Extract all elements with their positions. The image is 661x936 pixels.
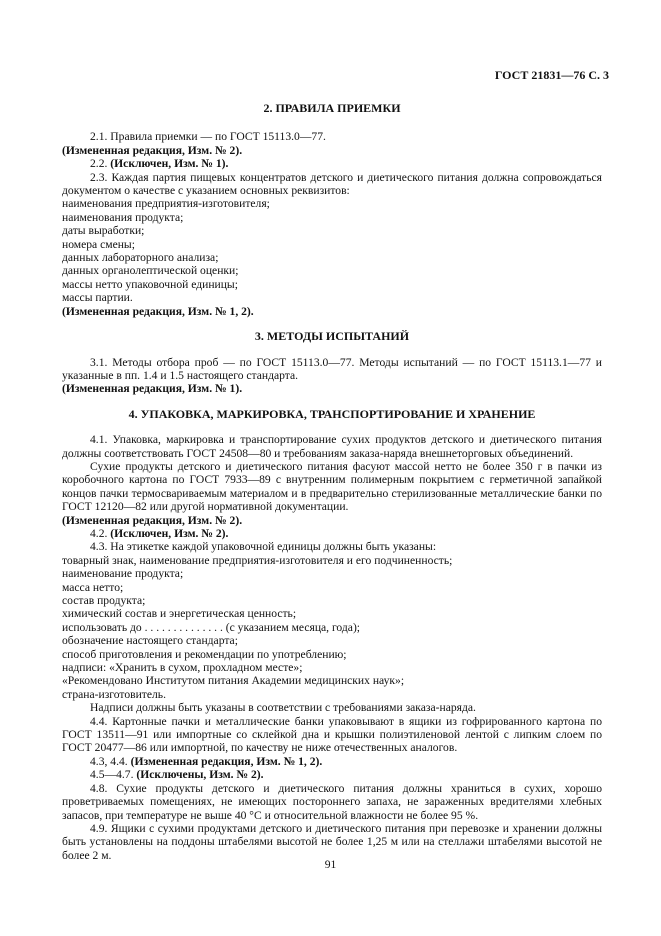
clause-2-2-number: 2.2. <box>90 157 108 171</box>
clause-4-1-continued: Сухие продукты детского и диетического питания фасуют массой нетто не более 350 г в пачки из коробочного картона по ГОСТ 7933—89 с внутренним полимерным покрытием с герметичной запайкой концов пачки термосвариваемым материалом и в предварительно стерилизованные металлические банки по ГОСТ 12120—82 или другой нормативной документации. <box>62 459 602 514</box>
list-item: химический состав и энергетическая ценность; <box>62 607 297 621</box>
list-item: состав продукта; <box>62 594 146 607</box>
clause-4-3-4-4-note <box>62 755 602 768</box>
section-2-note: (Измененная редакция, Изм. № 1, 2). <box>62 304 254 318</box>
running-header: ГОСТ 21831—76 С. 3 <box>494 68 609 82</box>
clause-4-5-4-7 <box>62 768 602 781</box>
list-item: товарный знак, наименование предприятия-изготовителя и его подчиненность; <box>62 553 453 567</box>
clause-4-5-4-7-number: 4.5—4.7. <box>90 768 134 782</box>
clause-4-8: 4.8. Сухие продукты детского и диетического питания должны храниться в сухих, хорошо проветриваемых помещениях, не имеющих постороннего запаха, не зараженных вредителями хлебных запасов, при температуре не выше 40 °С и относительной влажности не более 95 %. <box>62 781 602 822</box>
list-item: обозначение настоящего стандарта; <box>62 634 238 648</box>
list-item: надписи: «Хранить в сухом, прохладном месте»; <box>62 661 303 675</box>
clause-4-3: 4.3. На этикетке каждой упаковочной единицы должны быть указаны: <box>90 540 437 554</box>
clause-4-2 <box>62 527 602 540</box>
list-item: страна-изготовитель. <box>62 687 166 701</box>
clause-4-5-4-7-text: (Исключены, Изм. № 2). <box>136 768 264 782</box>
clause-4-3-4-4-number: 4.3, 4.4. <box>90 754 128 768</box>
list-item: массы нетто упаковочной единицы; <box>62 277 238 291</box>
section-3-note: (Измененная редакция, Изм. № 1). <box>62 382 243 396</box>
clause-4-3-continued: Надписи должны быть указаны в соответствии с требованиями заказа-наряда. <box>90 701 476 715</box>
section-2-heading: 2. ПРАВИЛА ПРИЕМКИ <box>263 101 401 115</box>
list-item: даты выработки; <box>62 224 145 238</box>
clause-4-2-number: 4.2. <box>90 526 108 540</box>
clause-2-2 <box>62 157 602 170</box>
clause-2-2-text: (Исключен, Изм. № 1). <box>110 157 229 171</box>
clause-2-3: 2.3. Каждая партия пищевых концентратов детского и диетического питания должна сопровождаться документом о качестве с указанием основных реквизитов: <box>62 170 602 198</box>
clause-4-1-note: (Измененная редакция, Изм. № 2). <box>62 513 243 527</box>
clause-4-1: 4.1. Упаковка, маркировка и транспортирование сухих продуктов детского и диетического питания должны соответствовать ГОСТ 24508—80 и требованиям заказа-наряда внешнеторговых объединений. <box>62 433 602 460</box>
clause-2-1: 2.1. Правила приемки — по ГОСТ 15113.0—77. <box>90 130 326 144</box>
list-item: способ приготовления и рекомендации по употреблению; <box>62 647 347 661</box>
list-item: «Рекомендовано Институтом питания Академии медицинских наук»; <box>62 674 405 688</box>
list-item: наименование продукта; <box>62 567 184 581</box>
clause-4-3-4-4-text: (Измененная редакция, Изм. № 1, 2). <box>130 754 323 768</box>
list-item: массы партии. <box>62 291 133 305</box>
clause-3-1: 3.1. Методы отбора проб — по ГОСТ 15113.0—77. Методы испытаний — по ГОСТ 15113.1—77 и указанные в пп. 1.4 и 1.5 настоящего стандарта. <box>62 355 602 382</box>
clause-2-1-note: (Измененная редакция, Изм. № 2). <box>62 143 243 157</box>
list-item: данных органолептической оценки; <box>62 264 239 278</box>
section-3-heading: 3. МЕТОДЫ ИСПЫТАНИЙ <box>254 329 410 344</box>
list-item: наименования продукта; <box>62 210 184 224</box>
list-item: данных лабораторного анализа; <box>62 251 219 265</box>
list-item: наименования предприятия-изготовителя; <box>62 197 270 211</box>
clause-4-9: 4.9. Ящики с сухими продуктами детского и диетического питания при перевозке и хранении должны быть установлены на поддоны штабелями высотой не более 1,25 м или на стеллажи штабелями высотой не более 2 м. <box>62 821 602 862</box>
clause-4-2-text: (Исключен, Изм. № 2). <box>110 526 229 540</box>
page-number: 91 <box>324 858 337 871</box>
list-item: номера смены; <box>62 237 135 251</box>
clause-4-4: 4.4. Картонные пачки и металлические банки упаковывают в ящики из гофрированного картона по ГОСТ 13511—91 или импортные со склейкой дна и крышки полиэтиленовой лентой с липким слоем по ГОСТ 20477—86 или импортной, по качеству не ниже отечественных аналогов. <box>62 714 602 755</box>
page-body <box>62 102 602 862</box>
list-item: использовать до . . . . . . . . . . . . . . (с указанием месяца, года); <box>62 620 361 634</box>
section-4-heading: 4. УПАКОВКА, МАРКИРОВКА, ТРАНСПОРТИРОВАНИЕ И ХРАНЕНИЕ <box>128 406 536 421</box>
list-item: масса нетто; <box>62 580 124 594</box>
